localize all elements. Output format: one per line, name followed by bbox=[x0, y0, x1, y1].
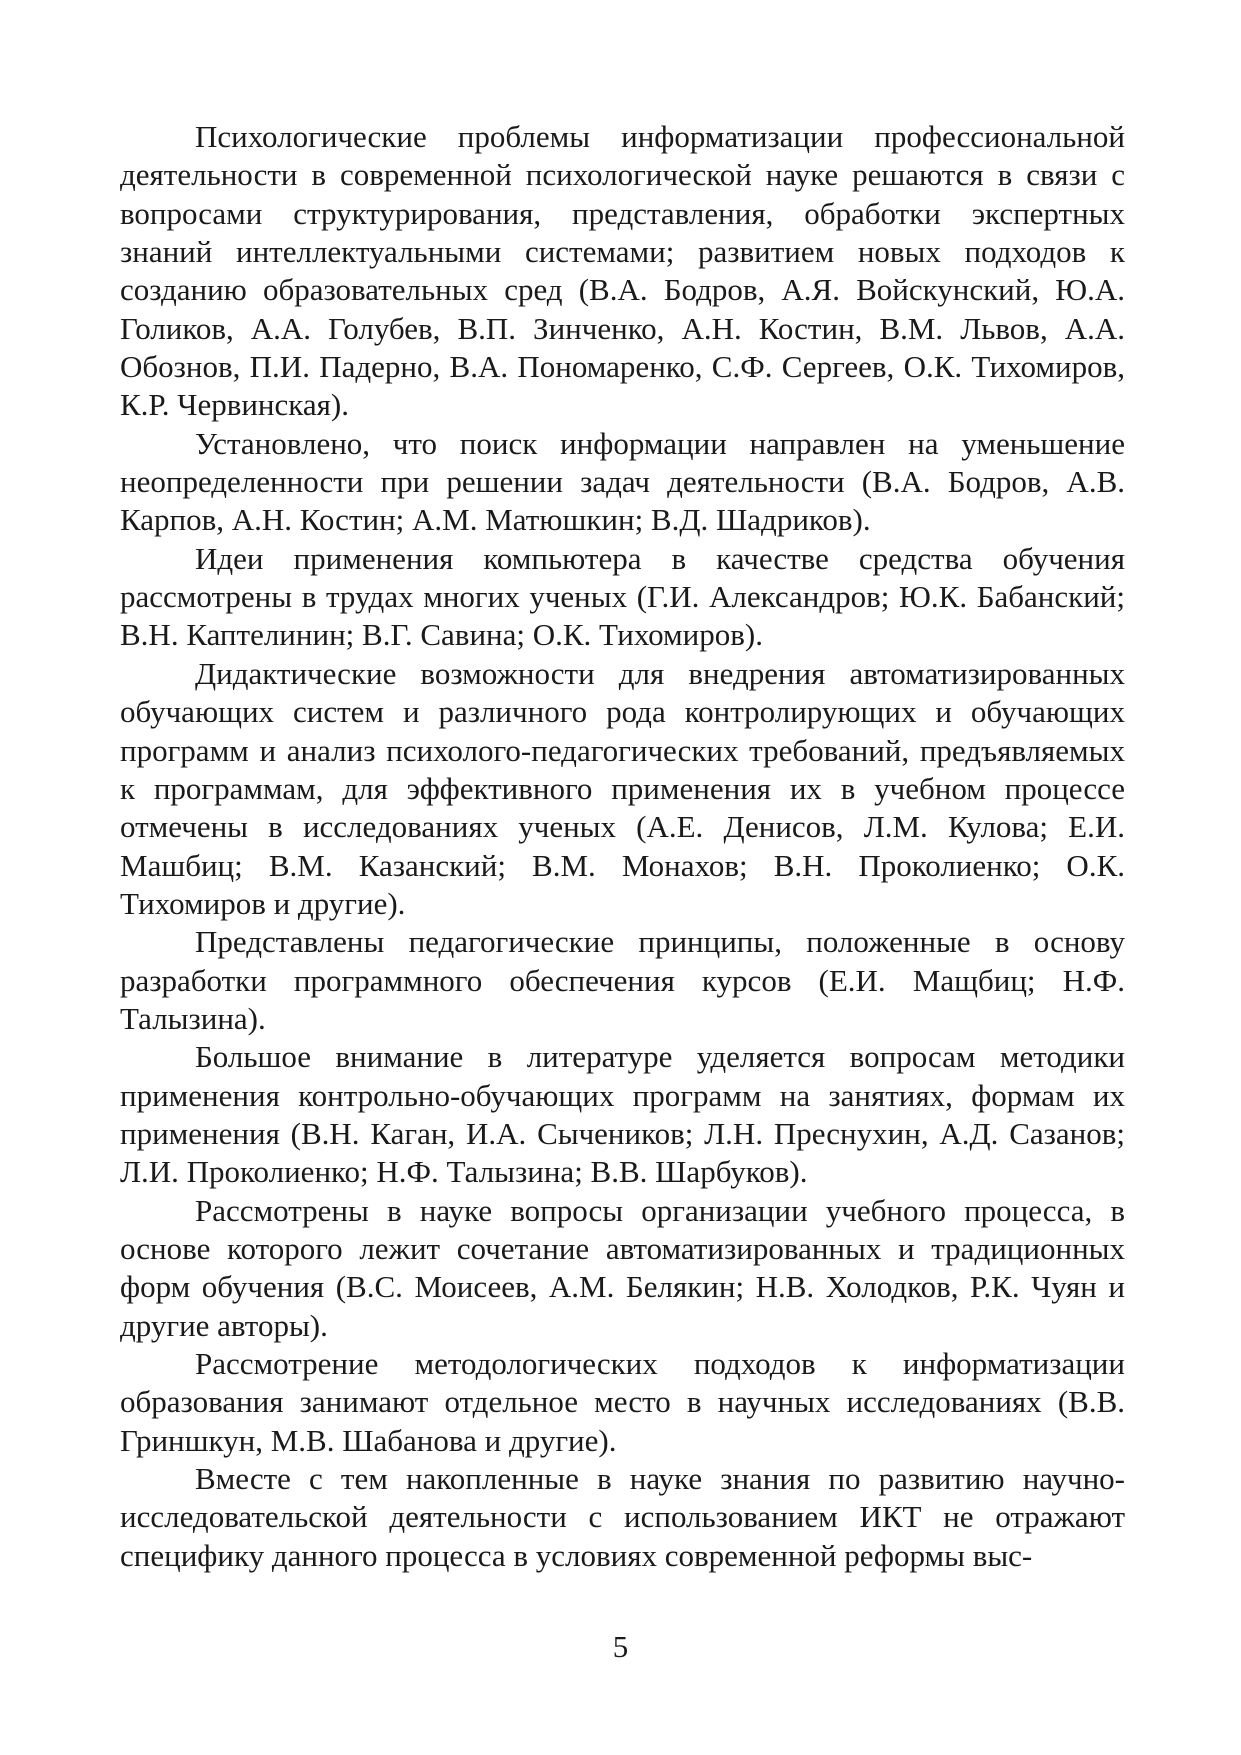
paragraph: Рассмотрение методологических подходов к информатизации образования занимают отдельное место в научных исследованиях (В.В. Гриншкун, М.В. Шабанова и другие). bbox=[120, 1346, 1125, 1458]
body-text bbox=[120, 118, 1125, 1575]
paragraph: Представлены педагогические принципы, положенные в основу разработки программного обеспечения курсов (Е.И. Мащбиц; Н.Ф. Талызина). bbox=[120, 924, 1125, 1036]
paragraph: Большое внимание в литературе уделяется вопросам методики применения контрольно-обучающих программ на занятиях, формам их применения (В.Н. Каган, И.А. Сычеников; Л.Н. Преснухин, А.Д. Сазанов; Л.И. Проколиенко; Н.Ф. Талызина; В.В. Шарбуков). bbox=[120, 1039, 1125, 1190]
paragraph: Установлено, что поиск информации направлен на уменьшение неопределенности при решении задач деятельности (В.А. Бодров, А.В. Карпов, А.Н. Костин; А.М. Матюшкин; В.Д. Шадриков). bbox=[120, 425, 1125, 538]
paragraph: Дидактические возможности для внедрения автоматизированных обучающих систем и различного рода контролирующих и обучающих программ и анализ психолого-педагогических требований, предъявляемых к программам, для эффективного применения их в учебном процессе отмечены в исследованиях ученых (А.Е. Денисов, Л.М. Кулова; Е.И. Машбиц; В.М. Казанский; В.М. Монахов; В.Н. Проколиенко; О.К. Тихомиров и другие). bbox=[120, 655, 1125, 921]
paragraph: Вместе с тем накопленные в науке знания по развитию научно-исследовательской деятельности с использованием ИКТ не отражают специфику данного процесса в условиях современной реформы выс- bbox=[120, 1461, 1125, 1573]
paragraph: Рассмотрены в науке вопросы организации учебного процесса, в основе которого лежит сочетание автоматизированных и традиционных форм обучения (В.С. Моисеев, А.М. Белякин; Н.В. Холодков, Р.К. Чуян и другие авторы). bbox=[120, 1192, 1125, 1343]
page-number: 5 bbox=[612, 1629, 629, 1664]
paragraph: Идеи применения компьютера в качестве средства обучения рассмотрены в трудах многих ученых (Г.И. Александров; Ю.К. Бабанский; В.Н. Каптелинин; В.Г. Савина; О.К. Тихомиров). bbox=[120, 540, 1125, 653]
paragraph: Психологические проблемы информатизации профессиональной деятельности в современной психологической науке решаются в связи с вопросами структурирования, представления, обработки экспертных знаний интеллектуальными системами; развитием новых подходов к созданию образовательных сред (В.А. Бодров, А.Я. Войскунский, Ю.А. Голиков, А.А. Голубев, В.П. Зинченко, А.Н. Костин, В.М. Львов, А.А. Обознов, П.И. Падерно, В.А. Пономаренко, С.Ф. Сергеев, О.К. Тихомиров, К.Р. Червинская). bbox=[120, 119, 1125, 423]
